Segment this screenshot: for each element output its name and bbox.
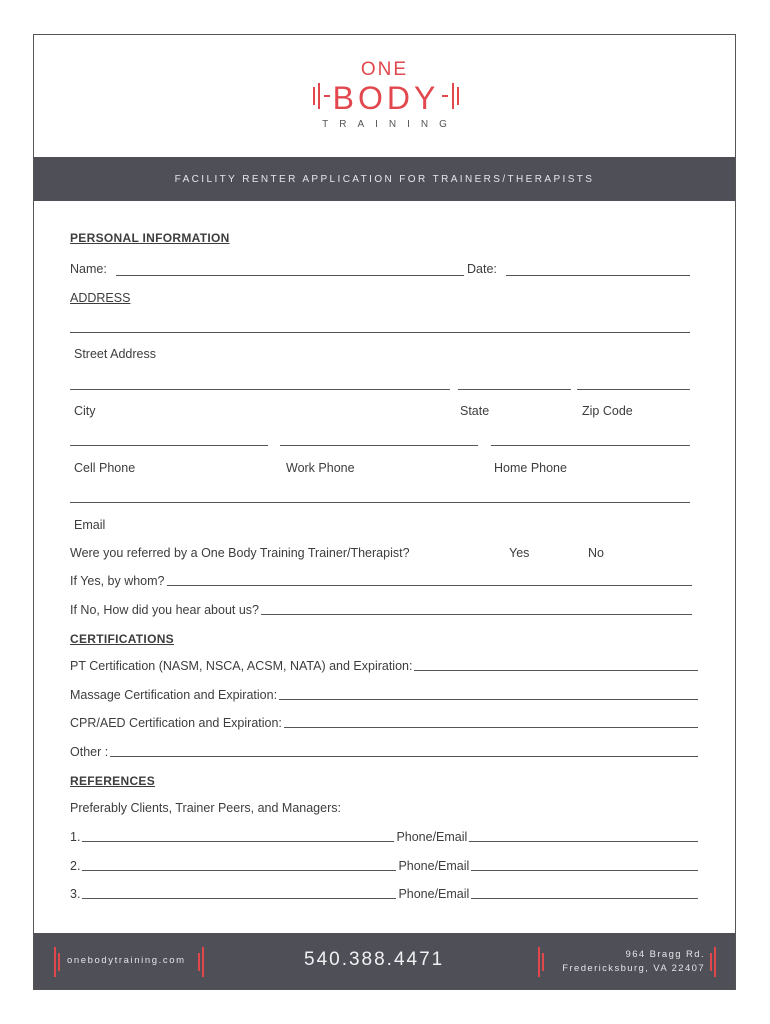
city-field[interactable] [70, 389, 450, 390]
address-heading: ADDRESS [70, 291, 131, 305]
footer-address-city: Fredericksburg, VA 22407 [562, 963, 705, 974]
if-no-field[interactable] [261, 603, 692, 615]
email-field[interactable] [70, 502, 690, 503]
footer-accent-bar [710, 953, 712, 971]
footer-accent-bar [542, 953, 544, 971]
pt-certification-field[interactable] [414, 659, 698, 671]
footer-website-link[interactable]: onebodytraining.com [67, 955, 186, 966]
zip-code-field[interactable] [577, 389, 690, 390]
references-heading: REFERENCES [70, 774, 156, 788]
referred-yes-option[interactable]: Yes [509, 546, 530, 560]
other-certification-row [70, 745, 700, 759]
other-certification-field[interactable] [110, 745, 698, 757]
logo-word-one: ONE [360, 59, 409, 80]
reference-contact-field[interactable] [471, 859, 698, 871]
if-yes-field[interactable] [167, 574, 692, 586]
reference-number: 3. [70, 887, 81, 901]
one-body-training-logo [34, 57, 735, 135]
logo-body-mark [310, 57, 462, 113]
if-yes-row [70, 574, 694, 588]
zip-code-label: Zip Code [582, 404, 633, 418]
reference-number: 2. [70, 859, 81, 873]
state-field[interactable] [458, 389, 571, 390]
referred-no-option[interactable]: No [588, 546, 604, 560]
date-field[interactable] [506, 275, 690, 276]
other-certification-label: Other : [70, 745, 109, 759]
reference-name-field[interactable] [82, 887, 396, 899]
logo-word-training: TRAINING [322, 119, 458, 130]
if-no-label: If No, How did you hear about us? [70, 603, 260, 617]
reference-number: 1. [70, 830, 81, 844]
if-no-row [70, 603, 694, 617]
reference-contact-field[interactable] [469, 830, 698, 842]
referred-question: Were you referred by a One Body Training Trainer/Therapist? [70, 546, 410, 560]
reference-row-3 [70, 887, 700, 901]
reference-name-field[interactable] [82, 859, 396, 871]
footer-accent-bar [198, 953, 200, 971]
city-label: City [74, 404, 96, 418]
reference-contact-label: Phone/Email [398, 859, 470, 873]
footer-accent-bar [58, 953, 60, 971]
footer-bar [34, 933, 735, 990]
street-address-field[interactable] [70, 332, 690, 333]
application-form-page [33, 34, 736, 990]
pt-certification-row [70, 659, 700, 673]
footer-accent-bar [538, 947, 540, 977]
cpr-aed-certification-field[interactable] [284, 716, 698, 728]
reference-name-field[interactable] [82, 830, 394, 842]
massage-certification-row [70, 688, 700, 702]
title-banner [34, 157, 735, 201]
references-subtitle: Preferably Clients, Trainer Peers, and Managers: [70, 801, 341, 815]
footer-accent-bar [202, 947, 204, 977]
if-yes-label: If Yes, by whom? [70, 574, 165, 588]
reference-contact-field[interactable] [471, 887, 698, 899]
email-label: Email [74, 518, 106, 532]
work-phone-label: Work Phone [286, 461, 355, 475]
pt-certification-label: PT Certification (NASM, NSCA, ACSM, NATA) and Expiration: [70, 659, 413, 673]
massage-certification-field[interactable] [279, 688, 698, 700]
street-address-label: Street Address [74, 347, 156, 361]
personal-information-heading: PERSONAL INFORMATION [70, 231, 230, 245]
home-phone-label: Home Phone [494, 461, 567, 475]
cpr-aed-certification-label: CPR/AED Certification and Expiration: [70, 716, 282, 730]
footer-phone-number[interactable]: 540.388.4471 [304, 949, 445, 970]
footer-accent-bar [714, 947, 716, 977]
work-phone-field[interactable] [280, 445, 478, 446]
cell-phone-field[interactable] [70, 445, 268, 446]
footer-address-street: 964 Bragg Rd. [625, 949, 705, 960]
reference-contact-label: Phone/Email [396, 830, 468, 844]
date-label: Date: [467, 262, 497, 276]
name-label: Name: [70, 262, 107, 276]
footer-accent-bar [54, 947, 56, 977]
reference-row-2 [70, 859, 700, 873]
form-title: FACILITY RENTER APPLICATION FOR TRAINERS/THERAPISTS [174, 173, 595, 185]
state-label: State [460, 404, 490, 418]
home-phone-field[interactable] [491, 445, 690, 446]
name-field[interactable] [116, 275, 464, 276]
cpr-aed-certification-row [70, 716, 700, 730]
reference-contact-label: Phone/Email [398, 887, 470, 901]
svg-text:BODY: BODY [332, 80, 440, 113]
massage-certification-label: Massage Certification and Expiration: [70, 688, 278, 702]
cell-phone-label: Cell Phone [74, 461, 136, 475]
certifications-heading: CERTIFICATIONS [70, 632, 174, 646]
reference-row-1 [70, 830, 700, 844]
